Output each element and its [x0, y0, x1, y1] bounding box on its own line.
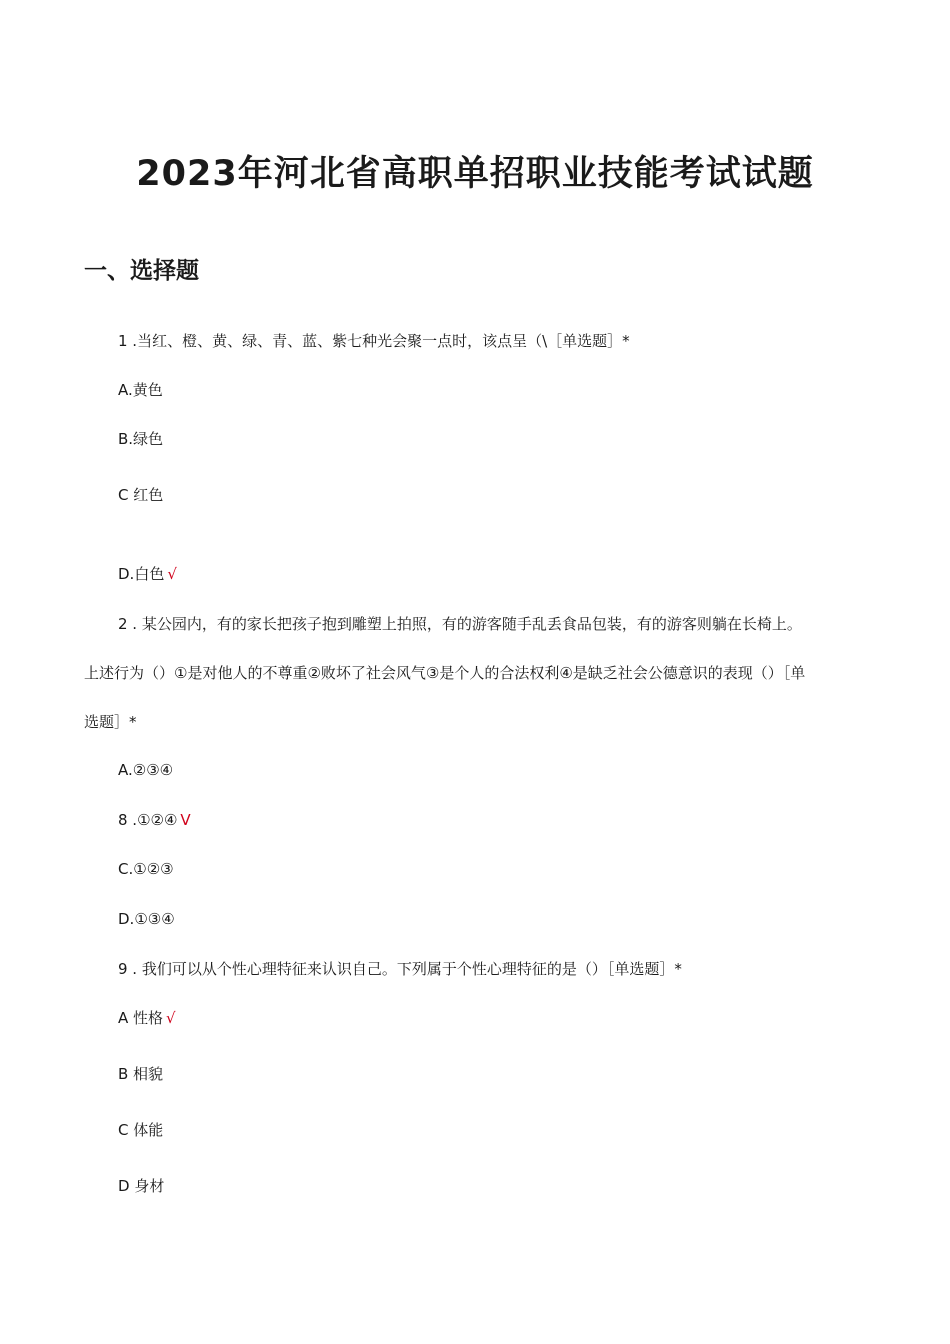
option-label: C 红色 [118, 486, 164, 504]
option-label: A 性格 [118, 1009, 164, 1027]
question-1-text: 1 .当红、橙、黄、绿、青、蓝、紫七种光会聚一点时，该点呈（\［单选题］* [118, 332, 630, 350]
question-2-text-line-1: 2 . 某公园内，有的家长把孩子抱到雕塑上拍照，有的游客随手乱丢食品包装，有的游客则躺在长椅上。 [118, 615, 802, 633]
question-2-text-line-2: 上述行为（）①是对他人的不尊重②败坏了社会风气③是个人的合法权利④是缺乏社会公德意识的表现（）［单 [84, 664, 806, 682]
option-label: C.①②③ [118, 860, 174, 878]
correct-check-mark: √ [166, 1009, 176, 1027]
page-title: 2023年河北省高职单招职业技能考试试题 [136, 154, 814, 194]
question-3-option-d [118, 1176, 164, 1196]
option-label: C 体能 [118, 1121, 164, 1139]
question-1-option-c [118, 485, 163, 505]
question-2-option-a [118, 760, 173, 780]
question-2-option-d [118, 909, 175, 929]
question-2-text-line-3: 选题］* [84, 713, 137, 731]
option-label: D 身材 [118, 1177, 165, 1195]
question-2-option-c [118, 859, 174, 879]
option-label: A.②③④ [118, 761, 174, 779]
question-1-option-b [118, 429, 163, 449]
section-heading: 一、选择题 [84, 258, 199, 284]
question-3-text: 9 . 我们可以从个性心理特征来认识自己。下列属于个性心理特征的是（）［单选题］* [118, 960, 682, 978]
option-label: A.黄色 [118, 381, 163, 399]
question-1-option-d [118, 564, 177, 584]
option-label: B 相貌 [118, 1065, 164, 1083]
question-3-option-a [118, 1008, 176, 1028]
question-2-option-b [118, 810, 191, 830]
option-label: D.①③④ [118, 910, 175, 928]
option-label: B.绿色 [118, 430, 164, 448]
question-3-option-c [118, 1120, 163, 1140]
correct-check-mark: √ [167, 565, 177, 583]
question-3-option-b [118, 1064, 163, 1084]
option-label: 8 .①②④ [118, 811, 178, 829]
correct-check-mark: V [180, 811, 191, 829]
option-label: D.白色 [118, 565, 165, 583]
question-1-option-a [118, 380, 163, 400]
